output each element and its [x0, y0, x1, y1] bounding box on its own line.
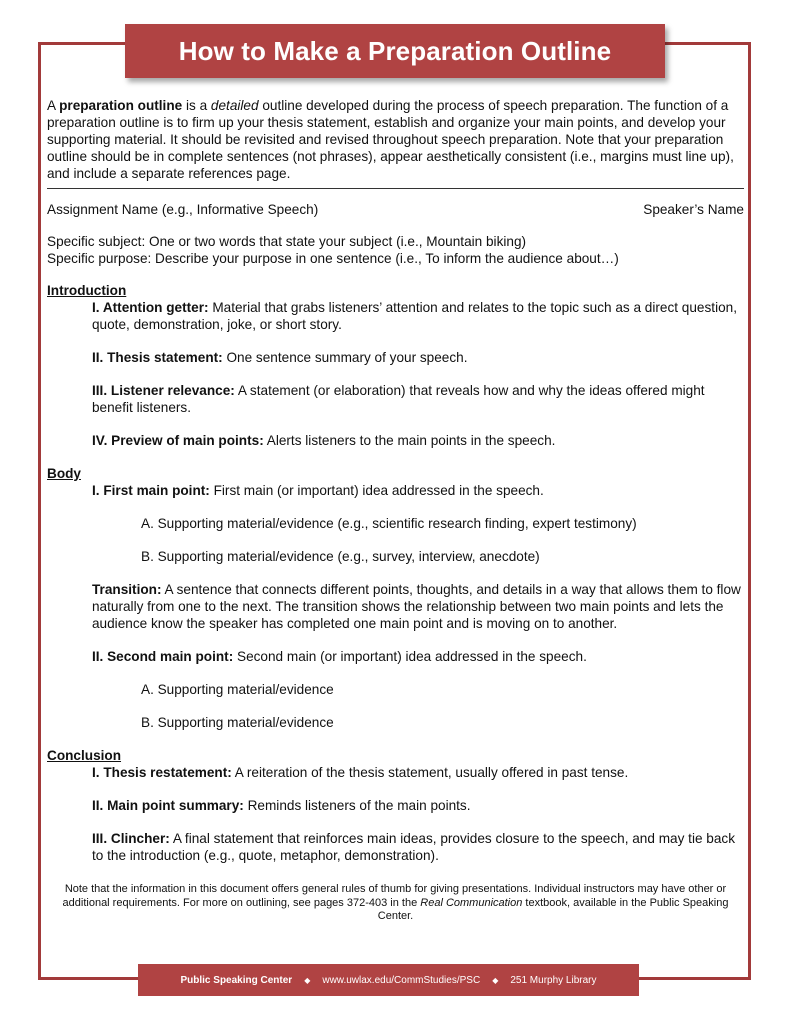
- clincher-label: III. Clincher:: [92, 831, 170, 846]
- document-body: [47, 97, 744, 864]
- attention-text: Material that grabs listeners’ attention and relates to the topic such as a direct question, quote, demonstration, joke, or short story.: [92, 300, 737, 332]
- assignment-name: Assignment Name (e.g., Informative Speech): [47, 202, 319, 217]
- listener-relevance: [92, 382, 744, 416]
- clincher: [92, 830, 744, 864]
- thesis-text: One sentence summary of your speech.: [222, 350, 468, 365]
- transition-text: A sentence that connects different points, thoughts, and details in a way that allows them to flow naturally from one to the next. The transition shows the relationship between two main points and lets the audience know the speaker has completed one main point and is moving on to another.: [92, 582, 741, 631]
- footer-location: 251 Murphy Library: [510, 974, 597, 986]
- introduction-heading: Introduction: [47, 283, 127, 298]
- first-support-a: A. Supporting material/evidence (e.g., scientific research finding, expert testimony): [141, 516, 637, 531]
- transition-label: Transition:: [92, 582, 162, 597]
- preview-main-points: [92, 432, 744, 449]
- diamond-separator-icon: ◆: [492, 975, 499, 985]
- footnote-post: textbook, available in the Public Speaking Center.: [377, 896, 729, 922]
- footnote-book: Real Communication: [420, 896, 523, 909]
- second-support-b: B. Supporting material/evidence: [141, 715, 334, 730]
- footer-org: Public Speaking Center: [180, 974, 293, 986]
- intro-paragraph: [47, 97, 744, 182]
- footnote-pre: Note that the information in this document offers general rules of thumb for giving presentations. Individual instructors may have other or additional requirements. For more on outlining, see pages 372-403 in the: [62, 883, 727, 909]
- intro-term: preparation outline: [59, 98, 183, 113]
- footnote: [50, 883, 741, 924]
- specific-purpose-text: Specific purpose: Describe your purpose in one sentence (i.e., To inform the audience about…): [47, 251, 619, 266]
- preview-text: Alerts listeners to the main points in the speech.: [263, 433, 556, 448]
- conclusion-heading: Conclusion: [47, 748, 122, 763]
- transition: [92, 581, 744, 632]
- second-support-a: A. Supporting material/evidence: [141, 682, 334, 697]
- relevance-label: III. Listener relevance:: [92, 383, 235, 398]
- restatement-text: A reiteration of the thesis statement, usually offered in past tense.: [231, 765, 629, 780]
- assignment-row: [47, 201, 744, 218]
- relevance-text: A statement (or elaboration) that reveals how and why the ideas offered might benefit listeners.: [92, 383, 705, 415]
- diamond-separator-icon: ◆: [304, 975, 311, 985]
- page-title: How to Make a Preparation Outline: [178, 35, 612, 66]
- thesis-statement: [92, 349, 744, 366]
- thesis-label: II. Thesis statement:: [92, 350, 223, 365]
- first-support-b: B. Supporting material/evidence (e.g., survey, interview, anecdote): [141, 549, 540, 564]
- specific-subject: [47, 233, 744, 267]
- body-heading: Body: [47, 466, 81, 481]
- first-main-point: [92, 482, 744, 499]
- speaker-name: Speaker’s Name: [643, 202, 744, 217]
- title-banner: [125, 24, 665, 78]
- main-point-summary: [92, 797, 744, 814]
- intro-prefix: A: [47, 98, 60, 113]
- first-label: I. First main point:: [92, 483, 210, 498]
- preview-label: IV. Preview of main points:: [92, 433, 264, 448]
- specific-subject-text: Specific subject: One or two words that state your subject (i.e., Mountain biking): [47, 234, 527, 249]
- footer-bar: [138, 964, 639, 996]
- intro-mid: is a: [182, 98, 211, 113]
- summary-text: Reminds listeners of the main points.: [243, 798, 471, 813]
- second-label: II. Second main point:: [92, 649, 234, 664]
- divider: [47, 188, 744, 189]
- attention-label: I. Attention getter:: [92, 300, 209, 315]
- summary-label: II. Main point summary:: [92, 798, 244, 813]
- second-text: Second main (or important) idea addressed in the speech.: [233, 649, 587, 664]
- intro-rest: outline developed during the process of speech preparation. The function of a preparation outline is to firm up your thesis statement, establish and organize your main points, and develop your supporting material. It should be revisited and revised throughout speech preparation. Note that your preparation outline should be in complete sentences (not phrases), appear aesthetically consistent (i.e., margins must line up), and include a separate references page.: [47, 98, 734, 181]
- clincher-text: A final statement that reinforces main ideas, provides closure to the speech, and may tie back to the introduction (e.g., quote, metaphor, demonstration).: [92, 831, 736, 863]
- attention-getter: [92, 299, 744, 333]
- thesis-restatement: [92, 764, 744, 781]
- second-main-point: [92, 648, 744, 665]
- first-text: First main (or important) idea addressed in the speech.: [209, 483, 544, 498]
- footer-url[interactable]: www.uwlax.edu/CommStudies/PSC: [322, 974, 481, 986]
- restatement-label: I. Thesis restatement:: [92, 765, 232, 780]
- intro-emphasis: detailed: [210, 98, 259, 113]
